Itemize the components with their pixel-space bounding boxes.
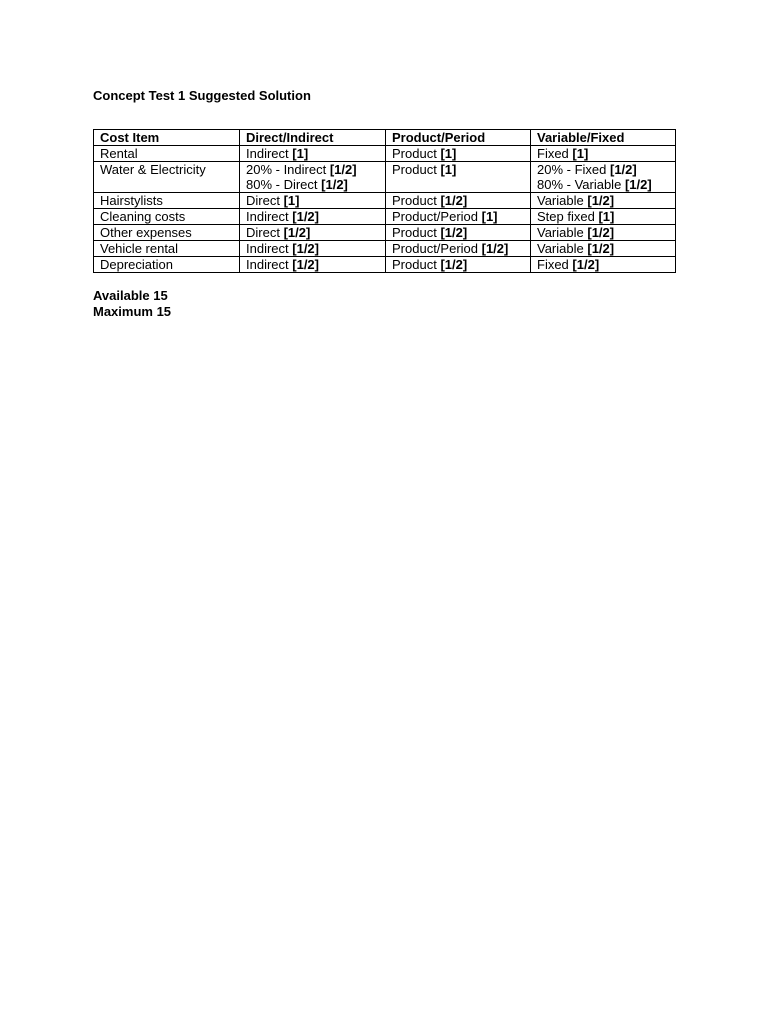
classification-text: Direct xyxy=(246,225,280,240)
mark-allocation: [1] xyxy=(572,146,589,161)
cell-variable-fixed xyxy=(531,146,676,162)
mark-allocation: [1/2] xyxy=(572,257,600,272)
mark-allocation: [1/2] xyxy=(587,193,615,208)
cell-direct-indirect xyxy=(240,225,386,241)
cell-direct-indirect xyxy=(240,209,386,225)
cell-line xyxy=(246,177,379,192)
classification-text: 80% - Direct xyxy=(246,177,318,192)
cell-direct-indirect xyxy=(240,146,386,162)
cell-line xyxy=(537,209,669,224)
classification-text: Step fixed xyxy=(537,209,595,224)
mark-allocation: [1/2] xyxy=(292,241,319,256)
maximum-marks: Maximum 15 xyxy=(93,304,172,319)
mark-allocation: [1/2] xyxy=(440,225,468,240)
marks-summary xyxy=(93,288,171,320)
cell-line xyxy=(537,146,669,161)
table-row xyxy=(94,146,676,162)
cell-variable-fixed xyxy=(531,209,676,225)
classification-text: Indirect xyxy=(246,257,289,272)
cell-variable-fixed xyxy=(531,225,676,241)
classification-text: Fixed xyxy=(537,257,569,272)
cell-cost-item: Vehicle rental xyxy=(94,241,240,257)
mark-allocation: [1] xyxy=(292,146,309,161)
cell-line xyxy=(392,193,524,208)
table-row xyxy=(94,241,676,257)
cell-line xyxy=(246,225,379,240)
document-title: Concept Test 1 Suggested Solution xyxy=(93,88,311,103)
cell-cost-item: Depreciation xyxy=(94,257,240,273)
mark-allocation: [1/2] xyxy=(481,241,509,256)
classification-text: Indirect xyxy=(246,241,289,256)
cell-line xyxy=(392,162,524,177)
classification-text: 20% - Indirect xyxy=(246,162,327,177)
table-header-row xyxy=(94,130,676,146)
mark-allocation: [1/2] xyxy=(624,177,652,192)
column-header-cost-item: Cost Item xyxy=(94,130,240,146)
cell-line xyxy=(392,257,524,272)
table-body xyxy=(94,146,676,273)
classification-text: Product/Period xyxy=(392,241,478,256)
available-marks: Available 15 xyxy=(93,288,168,303)
column-header-product-period: Product/Period xyxy=(386,130,531,146)
cell-line xyxy=(246,209,379,224)
mark-allocation: [1/2] xyxy=(587,241,615,256)
table-row xyxy=(94,225,676,241)
cell-cost-item: Other expenses xyxy=(94,225,240,241)
classification-text: Indirect xyxy=(246,209,289,224)
column-header-variable-fixed: Variable/Fixed xyxy=(531,130,676,146)
column-header-direct-indirect: Direct/Indirect xyxy=(240,130,386,146)
solution-table xyxy=(93,129,676,273)
classification-text: Variable xyxy=(537,241,584,256)
mark-allocation: [1] xyxy=(481,209,498,224)
cell-product-period xyxy=(386,225,531,241)
cell-line xyxy=(537,193,669,208)
table-row xyxy=(94,193,676,209)
cell-cost-item: Water & Electricity xyxy=(94,162,240,193)
classification-text: Product xyxy=(392,257,437,272)
cell-direct-indirect xyxy=(240,193,386,209)
classification-text: Variable xyxy=(537,193,584,208)
cell-cost-item: Cleaning costs xyxy=(94,209,240,225)
cell-line xyxy=(537,257,669,272)
mark-allocation: [1/2] xyxy=(292,209,319,224)
cell-direct-indirect xyxy=(240,241,386,257)
cell-variable-fixed xyxy=(531,193,676,209)
classification-text: Direct xyxy=(246,193,280,208)
mark-allocation: [1] xyxy=(283,193,300,208)
classification-text: Variable xyxy=(537,225,584,240)
cell-line xyxy=(537,177,669,192)
cell-line xyxy=(392,241,524,256)
cell-line xyxy=(246,193,379,208)
cell-product-period xyxy=(386,193,531,209)
cell-line xyxy=(537,162,669,177)
classification-text: Product xyxy=(392,162,437,177)
classification-text: Product xyxy=(392,146,437,161)
cell-line xyxy=(246,257,379,272)
mark-allocation: [1/2] xyxy=(610,162,637,177)
cell-direct-indirect xyxy=(240,257,386,273)
mark-allocation: [1] xyxy=(598,209,615,224)
cell-product-period xyxy=(386,146,531,162)
cell-cost-item: Rental xyxy=(94,146,240,162)
cell-variable-fixed xyxy=(531,257,676,273)
cell-direct-indirect xyxy=(240,162,386,193)
classification-text: Product xyxy=(392,225,437,240)
cell-product-period xyxy=(386,241,531,257)
cell-cost-item: Hairstylists xyxy=(94,193,240,209)
cell-line xyxy=(246,241,379,256)
cell-product-period xyxy=(386,209,531,225)
mark-allocation: [1/2] xyxy=(587,225,615,240)
cell-variable-fixed xyxy=(531,162,676,193)
mark-allocation: [1/2] xyxy=(440,257,468,272)
cell-line xyxy=(246,162,379,177)
cell-product-period xyxy=(386,162,531,193)
table-row xyxy=(94,162,676,193)
cell-line xyxy=(392,209,524,224)
cell-line xyxy=(246,146,379,161)
mark-allocation: [1/2] xyxy=(283,225,311,240)
table-row xyxy=(94,257,676,273)
classification-text: Indirect xyxy=(246,146,289,161)
classification-text: Product/Period xyxy=(392,209,478,224)
mark-allocation: [1/2] xyxy=(440,193,468,208)
mark-allocation: [1/2] xyxy=(292,257,319,272)
cell-variable-fixed xyxy=(531,241,676,257)
mark-allocation: [1] xyxy=(440,146,457,161)
classification-text: Product xyxy=(392,193,437,208)
cell-line xyxy=(537,225,669,240)
classification-text: 80% - Variable xyxy=(537,177,622,192)
mark-allocation: [1/2] xyxy=(329,162,357,177)
cell-line xyxy=(392,146,524,161)
classification-text: 20% - Fixed xyxy=(537,162,607,177)
mark-allocation: [1] xyxy=(440,162,457,177)
cell-line xyxy=(537,241,669,256)
classification-text: Fixed xyxy=(537,146,569,161)
table-row xyxy=(94,209,676,225)
cell-product-period xyxy=(386,257,531,273)
cell-line xyxy=(392,225,524,240)
mark-allocation: [1/2] xyxy=(321,177,348,192)
